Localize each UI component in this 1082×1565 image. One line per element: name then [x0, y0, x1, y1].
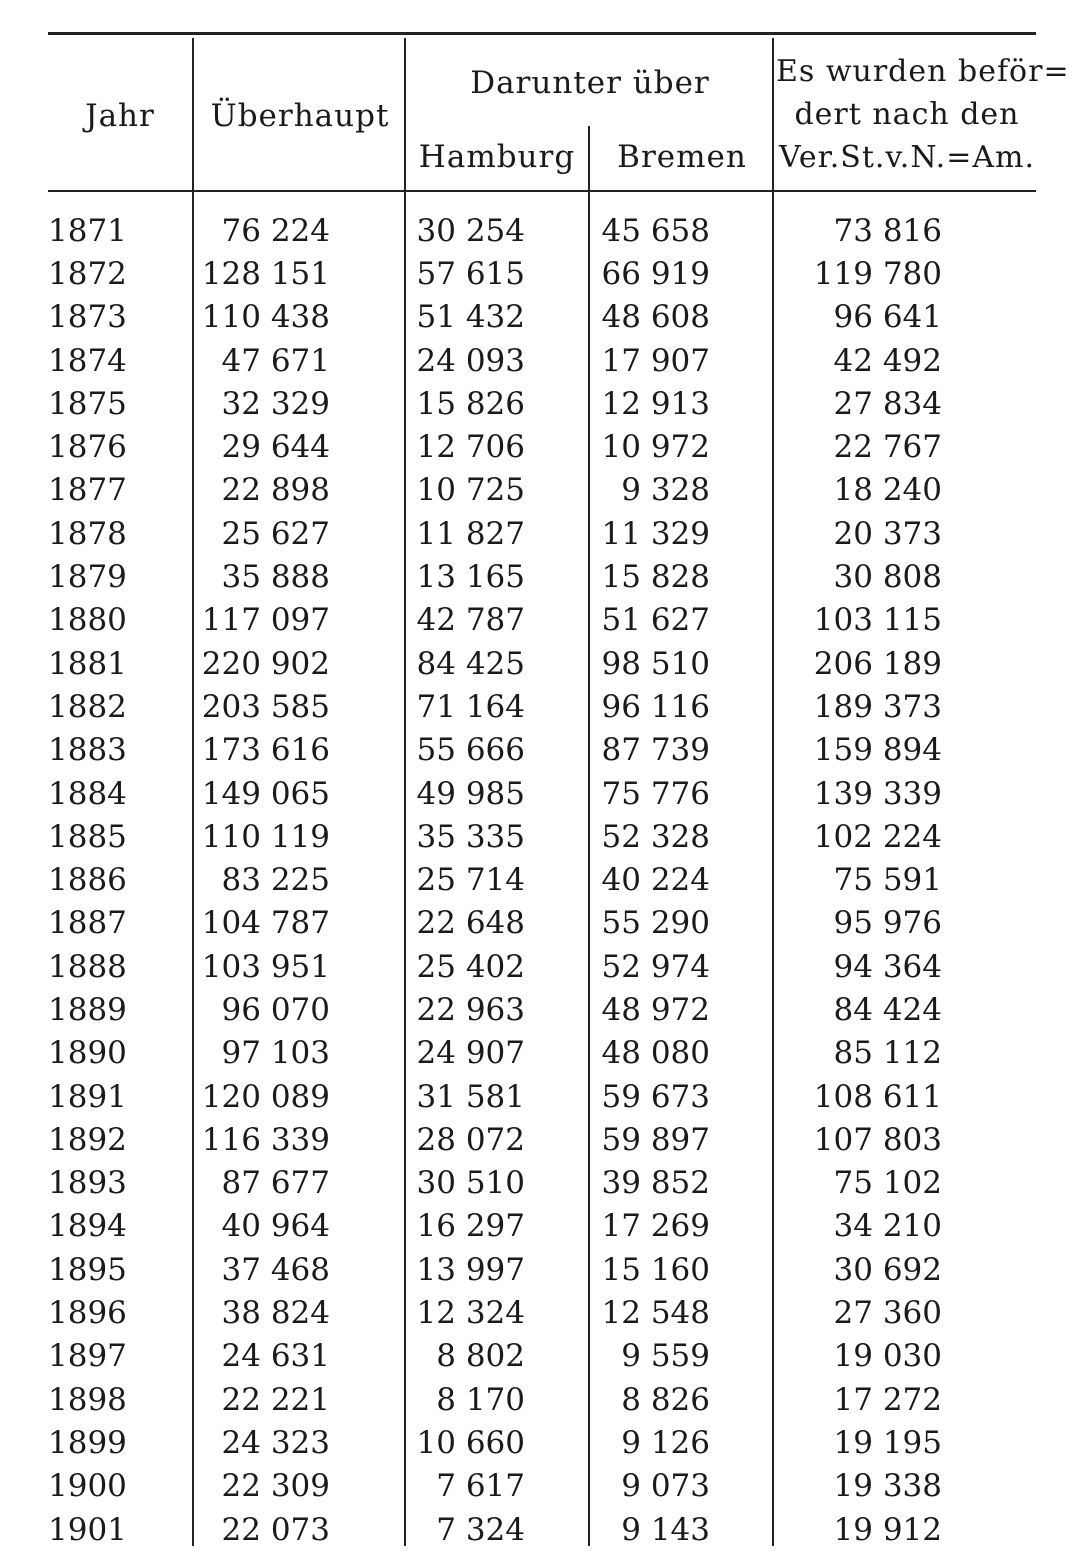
cell-hamburg: 12 324	[416, 1295, 525, 1332]
cell-usa: 206 189	[813, 645, 942, 682]
cell-year: 1877	[48, 472, 127, 509]
cell-hamburg: 16 297	[416, 1208, 525, 1245]
cell-usa: 95 976	[833, 905, 942, 942]
cell-year: 1878	[48, 515, 127, 552]
cell-year: 1895	[48, 1251, 127, 1288]
table-row	[48, 209, 942, 252]
cell-usa: 19 195	[833, 1424, 942, 1461]
cell-total: 220 902	[201, 645, 330, 682]
cell-total: 35 888	[221, 559, 330, 596]
cell-hamburg: 49 985	[416, 775, 525, 812]
table-row	[48, 1421, 942, 1464]
cell-year: 1881	[48, 645, 127, 682]
cell-total: 22 221	[221, 1381, 330, 1418]
cell-total: 110 119	[201, 818, 330, 855]
cell-usa: 22 767	[833, 429, 942, 466]
cell-hamburg: 31 581	[416, 1078, 525, 1115]
cell-total: 29 644	[221, 429, 330, 466]
cell-hamburg: 24 907	[416, 1035, 525, 1072]
cell-bremen: 17 269	[601, 1208, 710, 1245]
table-row	[48, 1248, 942, 1291]
cell-bremen: 52 974	[601, 948, 710, 985]
cell-bremen: 12 913	[601, 385, 710, 422]
cell-hamburg: 22 648	[416, 905, 525, 942]
table-row	[48, 382, 942, 425]
header-hamburg: Hamburg	[418, 139, 576, 175]
table-row	[48, 1032, 942, 1075]
cell-hamburg: 10 725	[416, 472, 525, 509]
cell-year: 1871	[48, 212, 127, 249]
cell-usa: 19 030	[833, 1338, 942, 1375]
cell-bremen: 10 972	[601, 429, 710, 466]
table-row	[48, 642, 942, 685]
cell-year: 1880	[48, 602, 127, 639]
cell-year: 1901	[48, 1511, 127, 1548]
cell-bremen: 9 073	[621, 1468, 710, 1505]
cell-total: 97 103	[221, 1035, 330, 1072]
cell-year: 1893	[48, 1165, 127, 1202]
cell-year: 1898	[48, 1381, 127, 1418]
cell-bremen: 96 116	[601, 688, 710, 725]
table-row	[48, 988, 942, 1031]
cell-bremen: 52 328	[601, 818, 710, 855]
cell-bremen: 51 627	[601, 602, 710, 639]
table-body	[48, 209, 942, 1551]
top-rule	[48, 32, 1036, 35]
cell-usa: 75 102	[833, 1165, 942, 1202]
cell-usa: 139 339	[813, 775, 942, 812]
cell-hamburg: 30 510	[416, 1165, 525, 1202]
cell-bremen: 17 907	[601, 342, 710, 379]
table-row	[48, 858, 942, 901]
cell-bremen: 8 826	[621, 1381, 710, 1418]
cell-total: 203 585	[201, 688, 330, 725]
cell-usa: 17 272	[833, 1381, 942, 1418]
cell-total: 22 309	[221, 1468, 330, 1505]
cell-year: 1900	[48, 1468, 127, 1505]
cell-usa: 30 692	[833, 1251, 942, 1288]
cell-total: 32 329	[221, 385, 330, 422]
cell-total: 37 468	[221, 1251, 330, 1288]
cell-hamburg: 25 714	[416, 862, 525, 899]
cell-year: 1883	[48, 732, 127, 769]
table-row	[48, 1118, 942, 1161]
cell-year: 1874	[48, 342, 127, 379]
cell-total: 24 631	[221, 1338, 330, 1375]
cell-total: 47 671	[221, 342, 330, 379]
table-row	[48, 945, 942, 988]
cell-bremen: 66 919	[601, 255, 710, 292]
table-row	[48, 1205, 942, 1248]
header-total: Überhaupt	[210, 98, 390, 134]
cell-total: 40 964	[221, 1208, 330, 1245]
table-row	[48, 296, 942, 339]
cell-hamburg: 7 617	[436, 1468, 525, 1505]
cell-year: 1876	[48, 429, 127, 466]
cell-year: 1872	[48, 255, 127, 292]
cell-year: 1884	[48, 775, 127, 812]
table-row	[48, 252, 942, 295]
cell-year: 1889	[48, 991, 127, 1028]
cell-hamburg: 15 826	[416, 385, 525, 422]
cell-usa: 85 112	[833, 1035, 942, 1072]
cell-total: 22 898	[221, 472, 330, 509]
cell-hamburg: 24 093	[416, 342, 525, 379]
cell-hamburg: 13 165	[416, 559, 525, 596]
cell-year: 1888	[48, 948, 127, 985]
cell-year: 1892	[48, 1121, 127, 1158]
cell-usa: 119 780	[813, 255, 942, 292]
cell-bremen: 12 548	[601, 1295, 710, 1332]
table-row	[48, 1335, 942, 1378]
cell-bremen: 48 080	[601, 1035, 710, 1072]
cell-total: 38 824	[221, 1295, 330, 1332]
cell-bremen: 40 224	[601, 862, 710, 899]
cell-total: 128 151	[201, 255, 330, 292]
cell-usa: 27 834	[833, 385, 942, 422]
table-row	[48, 469, 942, 512]
cell-bremen: 11 329	[601, 515, 710, 552]
cell-usa: 159 894	[813, 732, 942, 769]
cell-bremen: 75 776	[601, 775, 710, 812]
table-row	[48, 902, 942, 945]
header-year: Jahr	[85, 98, 155, 134]
cell-usa: 96 641	[833, 299, 942, 336]
table-row	[48, 512, 942, 555]
header-via-group: Darunter über	[470, 65, 710, 101]
emigration-table	[48, 209, 942, 1551]
cell-usa: 94 364	[833, 948, 942, 985]
table-row	[48, 425, 942, 468]
cell-bremen: 9 559	[621, 1338, 710, 1375]
cell-hamburg: 10 660	[416, 1424, 525, 1461]
header-usa-line2: dert nach den	[794, 97, 1020, 132]
cell-total: 116 339	[201, 1121, 330, 1158]
cell-bremen: 59 897	[601, 1121, 710, 1158]
cell-year: 1890	[48, 1035, 127, 1072]
cell-bremen: 9 328	[621, 472, 710, 509]
cell-bremen: 15 160	[601, 1251, 710, 1288]
cell-hamburg: 71 164	[416, 688, 525, 725]
cell-usa: 19 912	[833, 1511, 942, 1548]
cell-year: 1897	[48, 1338, 127, 1375]
cell-total: 25 627	[221, 515, 330, 552]
cell-usa: 75 591	[833, 862, 942, 899]
cell-usa: 108 611	[813, 1078, 942, 1115]
cell-total: 87 677	[221, 1165, 330, 1202]
cell-bremen: 9 143	[621, 1511, 710, 1548]
cell-hamburg: 28 072	[416, 1121, 525, 1158]
cell-hamburg: 84 425	[416, 645, 525, 682]
cell-bremen: 39 852	[601, 1165, 710, 1202]
cell-year: 1875	[48, 385, 127, 422]
cell-usa: 18 240	[833, 472, 942, 509]
table-row	[48, 1508, 942, 1551]
cell-bremen: 45 658	[601, 212, 710, 249]
cell-usa: 103 115	[813, 602, 942, 639]
cell-year: 1873	[48, 299, 127, 336]
cell-bremen: 15 828	[601, 559, 710, 596]
cell-total: 24 323	[221, 1424, 330, 1461]
table-row	[48, 815, 942, 858]
cell-bremen: 48 972	[601, 991, 710, 1028]
cell-usa: 34 210	[833, 1208, 942, 1245]
cell-bremen: 9 126	[621, 1424, 710, 1461]
cell-usa: 189 373	[813, 688, 942, 725]
cell-usa: 42 492	[833, 342, 942, 379]
header-usa-line3: Ver.St.v.N.=Am.	[779, 140, 1035, 175]
cell-total: 120 089	[201, 1078, 330, 1115]
cell-hamburg: 8 170	[436, 1381, 525, 1418]
cell-usa: 27 360	[833, 1295, 942, 1332]
cell-total: 103 951	[201, 948, 330, 985]
cell-year: 1899	[48, 1424, 127, 1461]
cell-usa: 107 803	[813, 1121, 942, 1158]
header-rule	[48, 190, 1036, 192]
cell-hamburg: 11 827	[416, 515, 525, 552]
cell-usa: 19 338	[833, 1468, 942, 1505]
table-row	[48, 555, 942, 598]
cell-usa: 73 816	[833, 212, 942, 249]
cell-total: 149 065	[201, 775, 330, 812]
cell-hamburg: 42 787	[416, 602, 525, 639]
table-row	[48, 339, 942, 382]
cell-hamburg: 22 963	[416, 991, 525, 1028]
cell-year: 1896	[48, 1295, 127, 1332]
table-row	[48, 1162, 942, 1205]
cell-total: 110 438	[201, 299, 330, 336]
cell-year: 1885	[48, 818, 127, 855]
cell-year: 1887	[48, 905, 127, 942]
cell-bremen: 48 608	[601, 299, 710, 336]
cell-usa: 84 424	[833, 991, 942, 1028]
table-row	[48, 1075, 942, 1118]
cell-usa: 30 808	[833, 559, 942, 596]
header-usa-line1: Es wurden beför=	[776, 54, 1070, 89]
cell-bremen: 55 290	[601, 905, 710, 942]
table-row	[48, 772, 942, 815]
cell-year: 1891	[48, 1078, 127, 1115]
cell-bremen: 98 510	[601, 645, 710, 682]
cell-total: 83 225	[221, 862, 330, 899]
cell-year: 1882	[48, 688, 127, 725]
cell-total: 104 787	[201, 905, 330, 942]
cell-hamburg: 25 402	[416, 948, 525, 985]
table-row	[48, 1291, 942, 1334]
cell-usa: 102 224	[813, 818, 942, 855]
cell-hamburg: 30 254	[416, 212, 525, 249]
cell-hamburg: 35 335	[416, 818, 525, 855]
table-row	[48, 729, 942, 772]
table-row	[48, 599, 942, 642]
cell-hamburg: 8 802	[436, 1338, 525, 1375]
cell-total: 22 073	[221, 1511, 330, 1548]
table-row	[48, 1378, 942, 1421]
cell-total: 96 070	[221, 991, 330, 1028]
cell-hamburg: 51 432	[416, 299, 525, 336]
table-row	[48, 685, 942, 728]
cell-year: 1886	[48, 862, 127, 899]
cell-total: 173 616	[201, 732, 330, 769]
cell-bremen: 59 673	[601, 1078, 710, 1115]
cell-year: 1894	[48, 1208, 127, 1245]
cell-total: 76 224	[221, 212, 330, 249]
cell-year: 1879	[48, 559, 127, 596]
cell-hamburg: 57 615	[416, 255, 525, 292]
cell-hamburg: 12 706	[416, 429, 525, 466]
header-bremen: Bremen	[617, 139, 747, 175]
cell-usa: 20 373	[833, 515, 942, 552]
cell-hamburg: 7 324	[436, 1511, 525, 1548]
cell-bremen: 87 739	[601, 732, 710, 769]
cell-total: 117 097	[201, 602, 330, 639]
table-row	[48, 1465, 942, 1508]
cell-hamburg: 13 997	[416, 1251, 525, 1288]
cell-hamburg: 55 666	[416, 732, 525, 769]
